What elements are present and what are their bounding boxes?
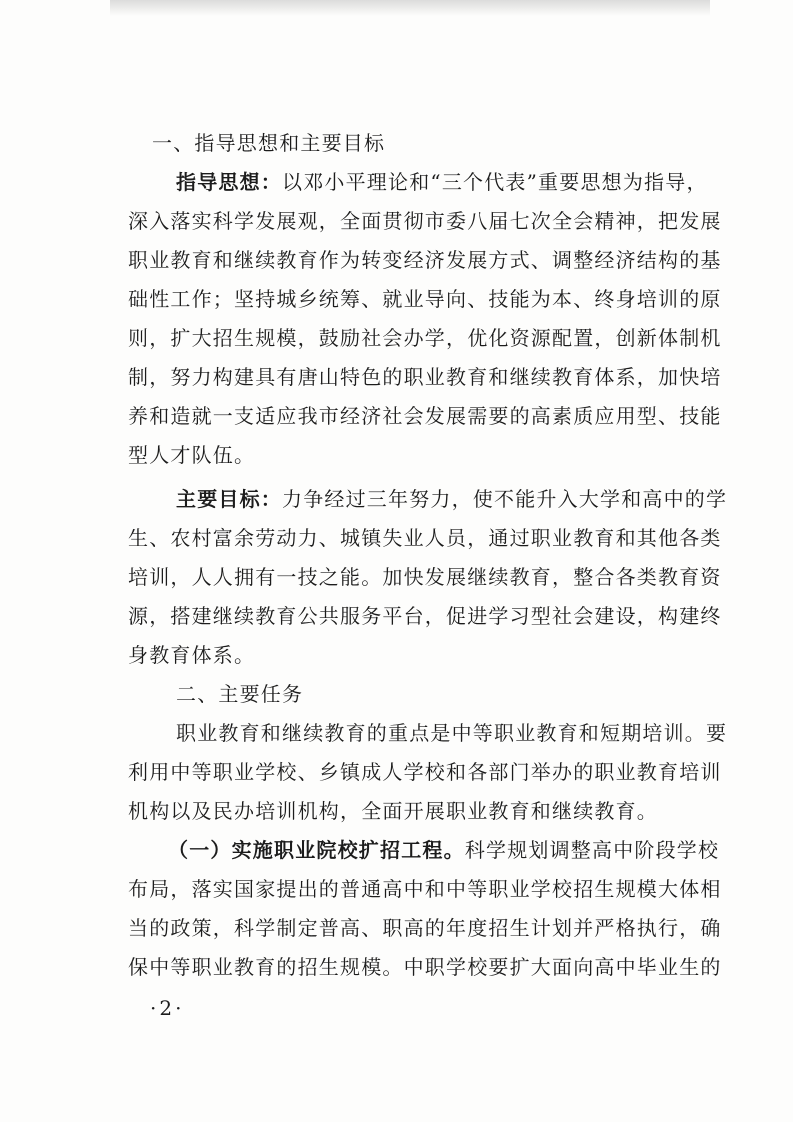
paragraph-line: 布局，落实国家提出的普通高中和中等职业学校招生规模大体相 (128, 877, 722, 901)
goals-text: 力争经过三年努力，使不能升入大学和高中的学 (282, 487, 728, 511)
page-number: ·2· (150, 996, 185, 1020)
paragraph-line: 职业教育和继续教育的重点是中等职业教育和短期培训。要 (176, 721, 728, 745)
guiding-label: 指导思想： (176, 170, 282, 194)
paragraph-line: 当的政策，科学制定普高、职高的年度招生计划并严格执行，确 (128, 916, 722, 940)
paragraph-line: 养和造就一支适应我市经济社会发展需要的高素质应用型、技能 (128, 404, 722, 428)
expansion-label: （一）实施职业院校扩招工程。 (168, 838, 465, 862)
paragraph-line: 培训，人人拥有一技之能。加快发展继续教育，整合各类教育资 (128, 565, 722, 589)
paragraph-goals-line-1 (176, 483, 728, 512)
goals-label: 主要目标： (176, 487, 282, 511)
paragraph-line: 制，努力构建具有唐山特色的职业教育和继续教育体系，加快培 (128, 365, 722, 389)
scan-shadow (110, 0, 710, 16)
paragraph-line: 则，扩大招生规模，鼓励社会办学，优化资源配置，创新体制机 (128, 326, 722, 350)
paragraph-line: 职业教育和继续教育作为转变经济发展方式、调整经济结构的基 (128, 248, 722, 272)
paragraph-expansion-line-1 (168, 834, 720, 863)
paragraph-line: 深入落实科学发展观，全面贯彻市委八届七次全会精神，把发展 (128, 209, 722, 233)
expansion-text: 科学规划调整高中阶段学校 (464, 838, 720, 862)
paragraph-line: 利用中等职业学校、乡镇成人学校和各部门举办的职业教育培训 (128, 760, 722, 784)
paragraph-line: 生、农村富余劳动力、城镇失业人员，通过职业教育和其他各类 (128, 526, 722, 550)
paragraph-line: 源，搭建继续教育公共服务平台，促进学习型社会建设，构建终 (128, 604, 722, 628)
paragraph-line: 础性工作；坚持城乡统筹、就业导向、技能为本、终身培训的原 (128, 287, 722, 311)
paragraph-line: 型人才队伍。 (128, 443, 256, 467)
paragraph-line: 保中等职业教育的招生规模。中职学校要扩大面向高中毕业生的 (128, 955, 722, 979)
paragraph-line: 身教育体系。 (128, 643, 256, 667)
paragraph-line: 机构以及民办培训机构，全面开展职业教育和继续教育。 (128, 799, 658, 823)
guiding-text: 以邓小平理论和“三个代表”重要思想为指导， (282, 170, 708, 194)
paragraph-guiding-line-1 (176, 166, 708, 195)
section-heading-1: 一、指导思想和主要目标 (152, 131, 386, 155)
section-heading-2: 二、主要任务 (176, 682, 304, 706)
